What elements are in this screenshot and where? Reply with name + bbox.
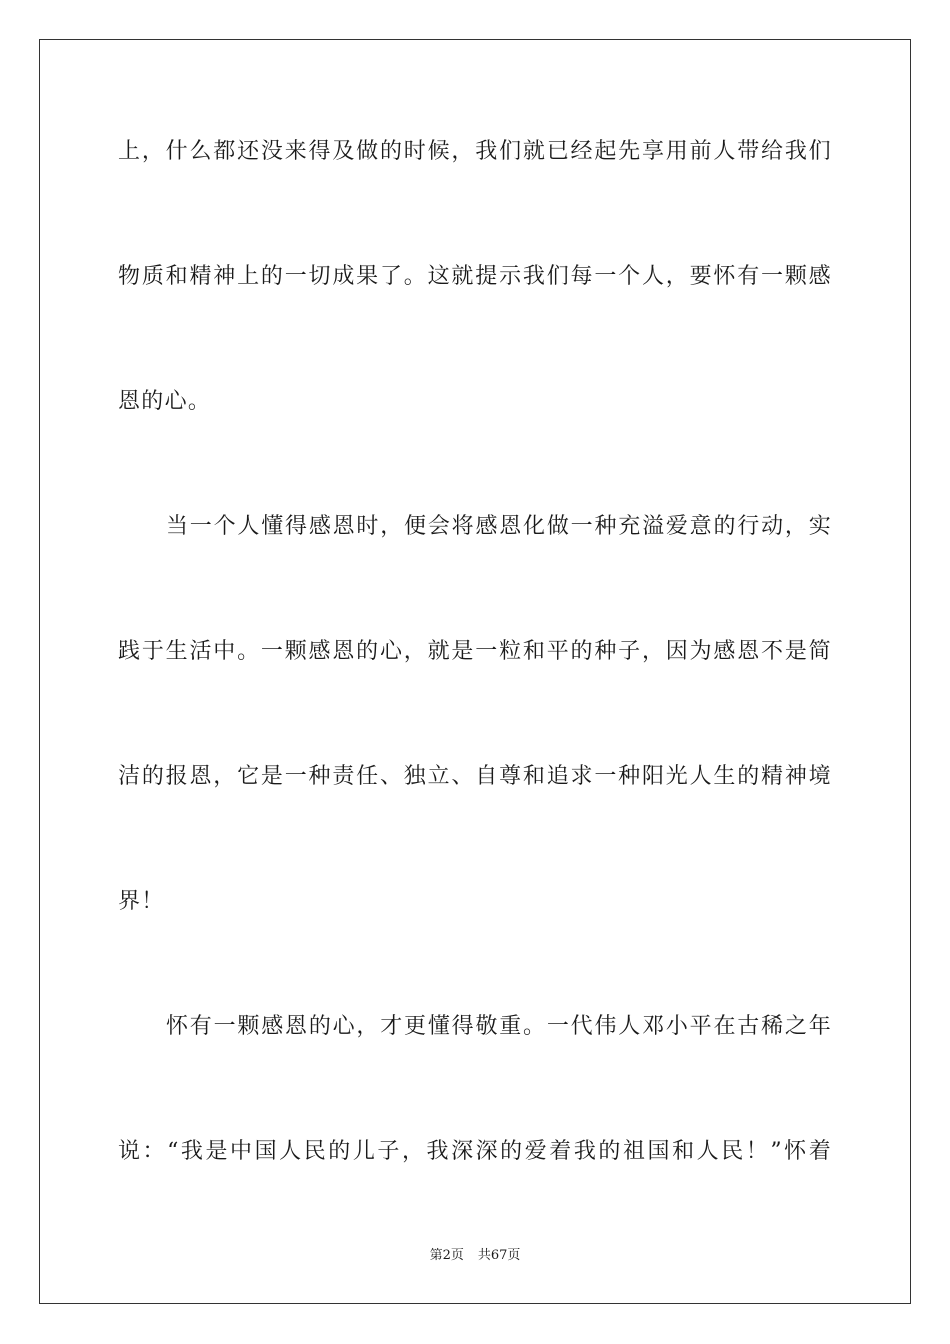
text-line-7: 界！ (118, 889, 165, 914)
total-pages: 共67页 (477, 1248, 521, 1263)
page-number: 第2页 (429, 1248, 464, 1263)
text-line-5: 践于生活中。一颗感恩的心，就是一粒和平的种子，因为感恩不是简 (118, 639, 832, 664)
text-line-1: 上，什么都还没来得及做的时候，我们就已经起先享用前人带给我们 (118, 139, 832, 164)
page-border (39, 39, 911, 1304)
page-footer (0, 1247, 950, 1265)
text-line-3: 恩的心。 (118, 389, 212, 414)
text-line-2: 物质和精神上的一切成果了。这就提示我们每一个人，要怀有一颗感 (118, 264, 832, 289)
text-line-9: 说：“我是中国人民的儿子，我深深的爱着我的祖国和人民！”怀着 (118, 1139, 832, 1164)
text-line-8: 怀有一颗感恩的心，才更懂得敬重。一代伟人邓小平在古稀之年 (166, 1014, 832, 1039)
text-line-6: 洁的报恩，它是一种责任、独立、自尊和追求一种阳光人生的精神境 (118, 764, 832, 789)
text-line-4: 当一个人懂得感恩时，便会将感恩化做一种充溢爱意的行动，实 (166, 514, 832, 539)
